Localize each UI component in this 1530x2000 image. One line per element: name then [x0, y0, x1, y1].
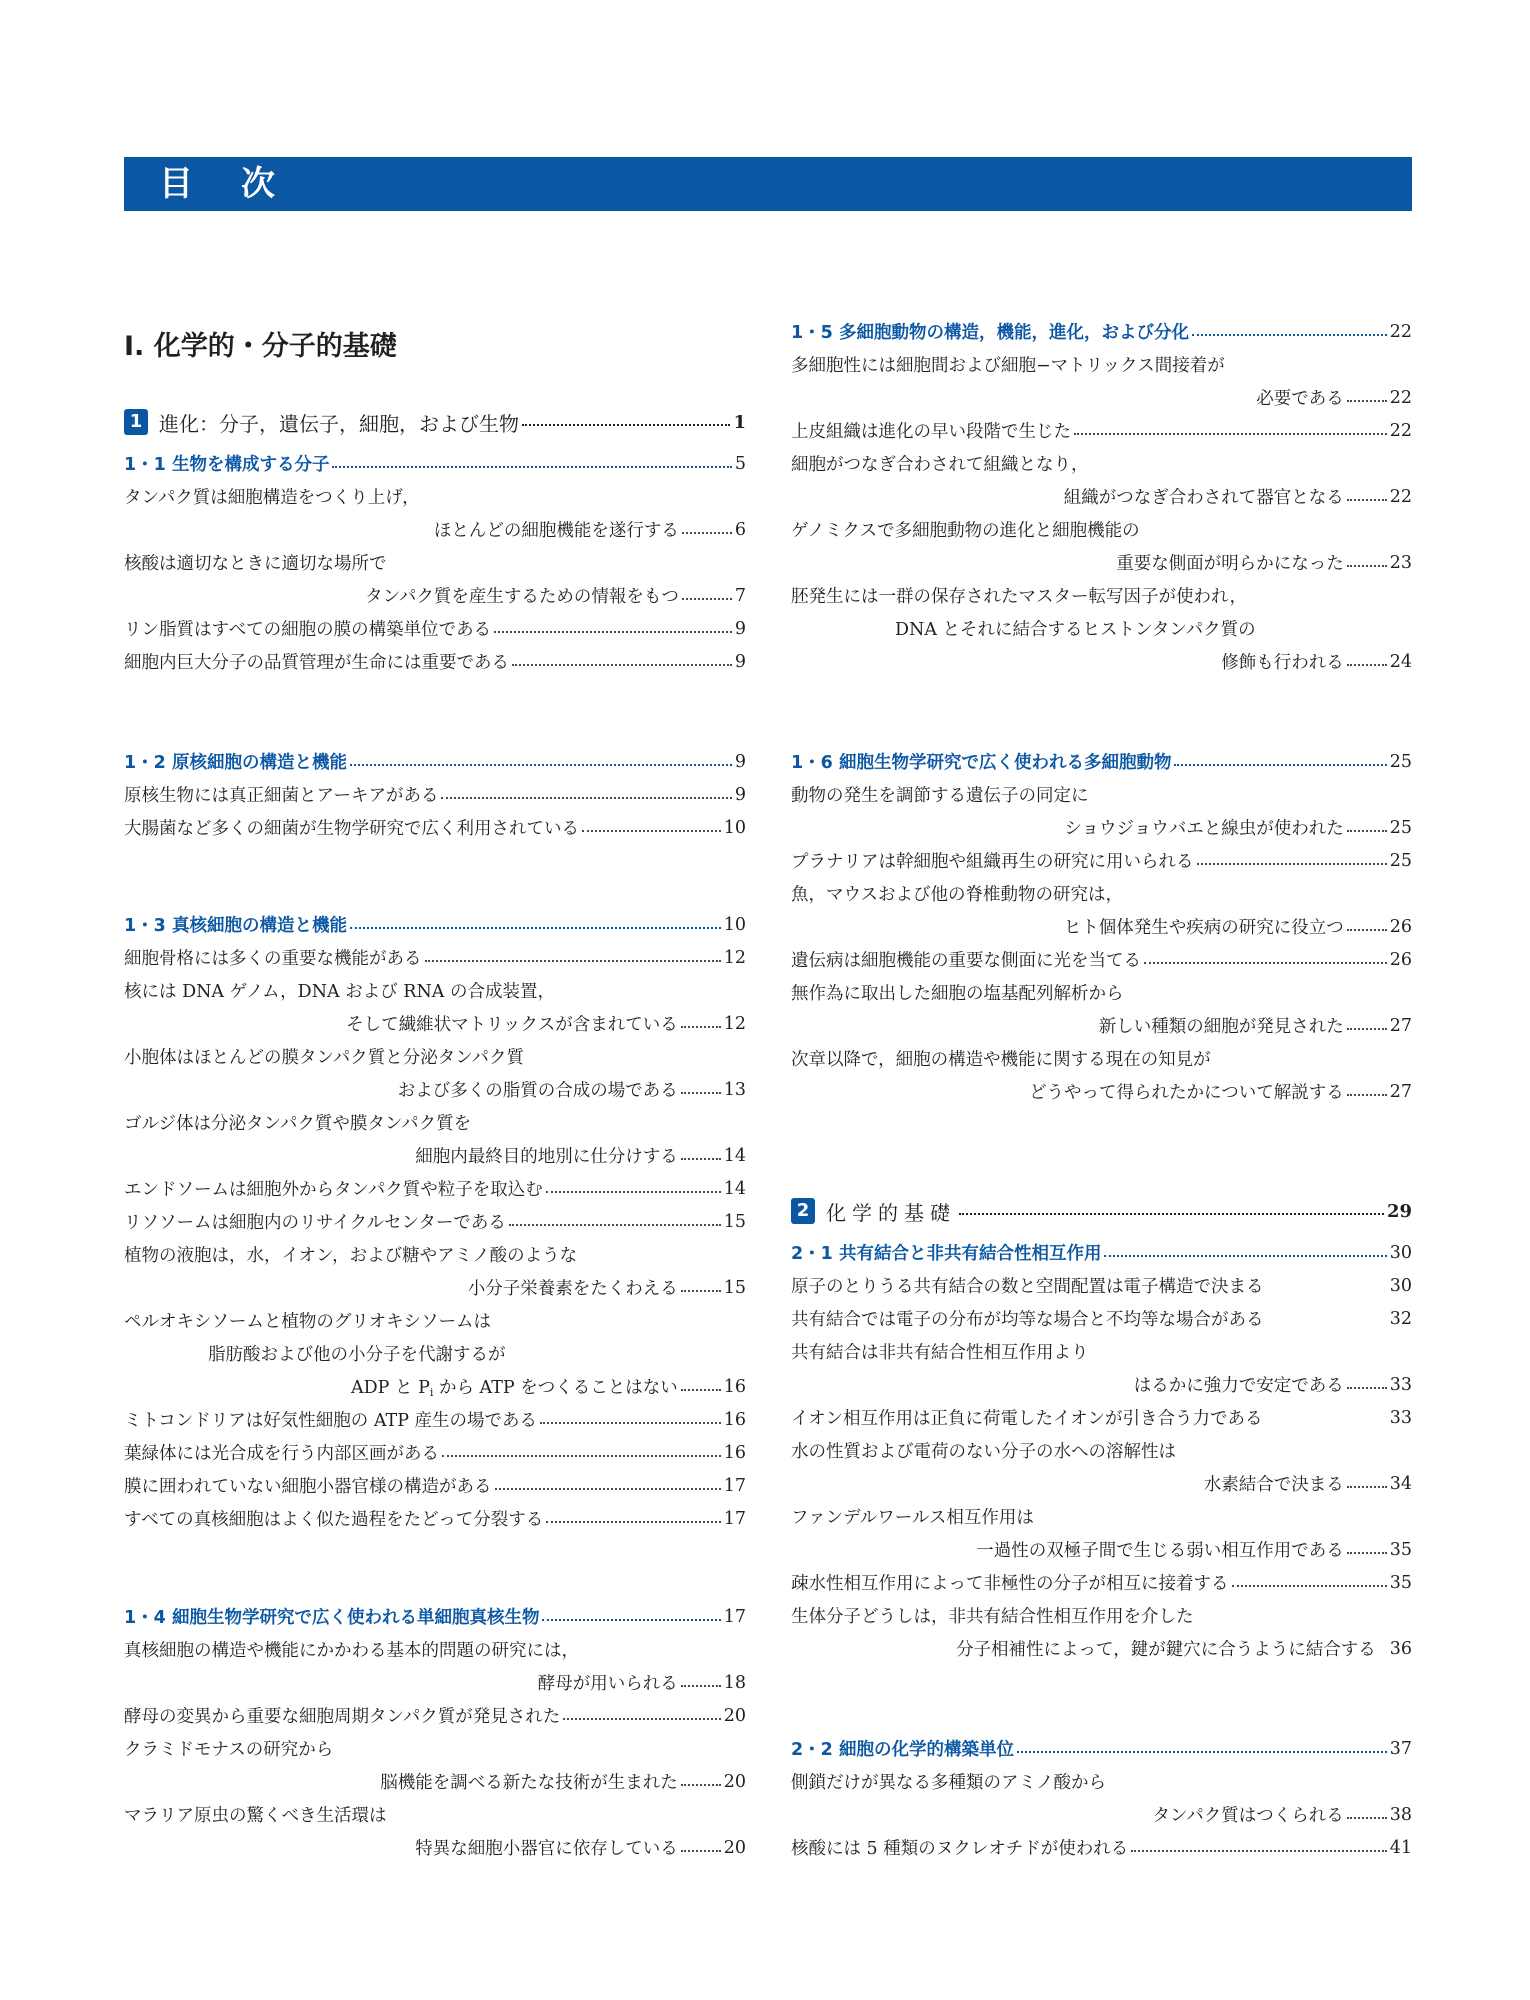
page-number: 25 [1389, 751, 1412, 772]
subscript: i [429, 1386, 434, 1399]
entry-text: 新しい種類の細胞が発見された [1098, 1017, 1344, 1037]
dot-leader [546, 1191, 721, 1193]
toc-entry-continued[interactable] [791, 381, 1412, 414]
toc-entry[interactable] [124, 1633, 746, 1666]
toc-entry-continued[interactable] [124, 1139, 746, 1172]
dot-leader [441, 797, 731, 799]
dot-leader [540, 1422, 721, 1424]
chapter-number-badge: 1 [124, 409, 148, 435]
entry-text: エンドソームは細胞外からタンパク質や粒子を取込む [124, 1180, 543, 1200]
toc-entry[interactable] [124, 974, 746, 1007]
toc-entry[interactable] [124, 1040, 746, 1073]
dot-leader [681, 1389, 721, 1391]
toc-entry[interactable] [791, 1434, 1412, 1467]
toc-entry[interactable] [791, 1500, 1412, 1533]
chapter-number-badge: 2 [791, 1198, 815, 1224]
entry-text: ゲノミクスで多細胞動物の進化と細胞機能の [791, 521, 1140, 541]
toc-entry[interactable] [791, 1765, 1412, 1798]
section-heading[interactable] [791, 315, 1412, 348]
page-number: 17 [723, 1606, 746, 1627]
entry-text: すべての真核細胞はよく似た過程をたどって分裂する [124, 1510, 544, 1530]
entry-text: 魚，マウスおよび他の脊椎動物の研究は， [791, 885, 1123, 905]
toc-entry[interactable] [124, 811, 746, 844]
toc-entry-continued[interactable] [791, 811, 1412, 844]
entry-text: 動物の発生を調節する遺伝子の同定に [791, 786, 1089, 806]
page-number: 7 [734, 585, 746, 606]
section-title: 1・5 多細胞動物の構造，機能，進化，および分化 [791, 323, 1189, 343]
page-number: 20 [723, 1771, 746, 1792]
page-number: 13 [723, 1079, 746, 1100]
page-number: 29 [1386, 1200, 1412, 1222]
toc-entry[interactable] [791, 778, 1412, 811]
entry-text: ミトコンドリアは好気性細胞の ATP 産生の場である [124, 1411, 538, 1431]
entry-text: 脳機能を調べる新たな技術が生まれた [380, 1773, 678, 1793]
entry-text: 脂肪酸および他の小分子を代謝するが [208, 1345, 506, 1365]
section-heading[interactable] [791, 1236, 1412, 1269]
page-number: 10 [723, 817, 746, 838]
entry-text: 修飾も行われる [1221, 653, 1344, 673]
dot-leader [1192, 334, 1387, 336]
toc-entry[interactable] [791, 844, 1412, 877]
page-number: 9 [734, 651, 746, 672]
dot-leader [512, 664, 732, 666]
entry-text: そして繊維状マトリックスが含まれている [346, 1015, 678, 1035]
toc-entry-continued[interactable] [124, 1666, 746, 1699]
toc-entry[interactable] [791, 943, 1412, 976]
toc-entry-continued[interactable] [124, 1073, 746, 1106]
entry-text: どうやって得られたかについて解説する [1029, 1083, 1344, 1103]
dot-leader [1131, 1850, 1386, 1852]
toc-entry-continued[interactable] [791, 645, 1412, 678]
entry-text: 小分子栄養素をたくわえる [467, 1279, 678, 1299]
page-number: 26 [1389, 916, 1412, 937]
toc-entry-continued[interactable] [791, 1368, 1412, 1401]
entry-text: タンパク質は細胞構造をつくり上げ， [124, 488, 420, 508]
dot-leader [1232, 1585, 1387, 1587]
toc-entry-continued[interactable] [124, 579, 746, 612]
page-number: 22 [1389, 486, 1412, 507]
entry-text: 遺伝病は細胞機能の重要な側面に光を当てる [791, 951, 1141, 971]
entry-text: ショウジョウバエと線虫が使われた [1064, 819, 1344, 839]
page-number: 27 [1389, 1081, 1412, 1102]
entry-text: DNA とそれに結合するヒストンタンパク質の [895, 620, 1256, 640]
toc-entry[interactable] [124, 1238, 746, 1271]
page-number: 33 [1389, 1374, 1412, 1395]
section-1-4 [124, 1600, 746, 1864]
dot-leader [681, 1158, 721, 1160]
dot-leader [1347, 929, 1387, 931]
dot-leader [681, 1026, 721, 1028]
section-heading[interactable] [124, 447, 746, 480]
toc-entry[interactable] [791, 1042, 1412, 1075]
chapter-2-entry[interactable] [791, 1195, 1412, 1227]
toc-entry[interactable] [791, 579, 1412, 612]
entry-text: 原子のとりうる共有結合の数と空間配置は電子構造で決まる [791, 1277, 1264, 1297]
entry-text: 小胞体はほとんどの膜タンパク質と分泌タンパク質 [124, 1048, 525, 1068]
entry-text: 膜に囲われていない細胞小器官様の構造がある [124, 1477, 492, 1497]
entry-text: 共有結合では電子の分布が均等な場合と不均等な場合がある [791, 1310, 1264, 1330]
page-number: 22 [1389, 387, 1412, 408]
dot-leader [1347, 400, 1387, 402]
section-1-6 [791, 745, 1412, 1108]
toc-entry-continued[interactable] [791, 480, 1412, 513]
toc-entry-continued[interactable] [124, 1337, 746, 1370]
dot-leader [495, 1488, 721, 1490]
chapter-title: 化学的基礎 [826, 1200, 956, 1225]
toc-entry-continued[interactable] [791, 1467, 1412, 1500]
section-1-1 [124, 447, 746, 678]
entry-text: ゴルジ体は分泌タンパク質や膜タンパク質を [124, 1114, 472, 1134]
section-1-2 [124, 745, 746, 844]
dot-leader [494, 631, 732, 633]
dot-leader [1347, 1817, 1387, 1819]
dot-leader [681, 1850, 721, 1852]
section-heading[interactable] [791, 745, 1412, 778]
dot-leader [425, 960, 721, 962]
page-number: 14 [723, 1178, 746, 1199]
toc-entry[interactable] [124, 1205, 746, 1238]
dot-leader [1347, 1552, 1387, 1554]
dot-leader [546, 1521, 720, 1523]
entry-text: 多細胞性には細胞間および細胞−マトリックス間接着が [791, 356, 1225, 376]
toc-entry[interactable] [791, 877, 1412, 910]
page-number: 22 [1389, 420, 1412, 441]
toc-entry[interactable] [124, 1732, 746, 1765]
page-number: 32 [1389, 1308, 1412, 1329]
page-number: 33 [1389, 1407, 1412, 1428]
dot-leader [1197, 863, 1387, 865]
toc-entry-continued[interactable] [791, 1798, 1412, 1831]
toc-entry[interactable] [124, 1304, 746, 1337]
toc-entry-continued[interactable] [791, 1632, 1412, 1665]
toc-entry-continued[interactable] [124, 1271, 746, 1304]
dot-leader [1104, 1255, 1386, 1257]
toc-entry[interactable] [791, 1302, 1412, 1335]
entry-text: 大腸菌など多くの細菌が生物学研究で広く利用されている [124, 819, 579, 839]
entry-text: 細胞内巨大分子の品質管理が生命には重要である [124, 653, 509, 673]
page-number: 35 [1389, 1572, 1412, 1593]
entry-text: マラリア原虫の驚くべき生活環は [124, 1806, 387, 1826]
page-number: 36 [1389, 1638, 1412, 1659]
entry-text: 一過性の双極子間で生じる弱い相互作用である [976, 1541, 1344, 1561]
dot-leader [1347, 664, 1387, 666]
entry-text: 水素結合で決まる [1203, 1475, 1344, 1495]
entry-text: 上皮組織は進化の早い段階で生じた [791, 422, 1071, 442]
page-number: 26 [1389, 949, 1412, 970]
entry-text: 生体分子どうしは，非共有結合性相互作用を介した [791, 1607, 1194, 1627]
page-number: 9 [734, 751, 746, 772]
entry-text-part: から ATP をつくることはない [433, 1378, 678, 1398]
toc-entry[interactable] [124, 645, 746, 678]
page-number: 6 [734, 519, 746, 540]
entry-text [351, 1374, 678, 1399]
toc-entry-continued[interactable] [791, 1075, 1412, 1108]
dot-leader [959, 1213, 1384, 1215]
toc-entry[interactable] [791, 1401, 1412, 1434]
toc-entry[interactable] [791, 348, 1412, 381]
page-number: 25 [1389, 850, 1412, 871]
toc-entry[interactable] [791, 1335, 1412, 1368]
section-title: 1・2 原核細胞の構造と機能 [124, 753, 347, 773]
entry-text: 細胞内最終目的地別に仕分けする [415, 1147, 678, 1167]
toc-entry[interactable] [124, 1106, 746, 1139]
toc-entry[interactable] [124, 480, 746, 513]
entry-text: プラナリアは幹細胞や組織再生の研究に用いられる [791, 852, 1194, 872]
toc-entry-continued[interactable] [791, 612, 1412, 645]
entry-text: 分子相補性によって，鍵が鍵穴に合うように結合する [956, 1640, 1376, 1660]
entry-text: 側鎖だけが異なる多種類のアミノ酸から [791, 1773, 1106, 1793]
section-title: 1・4 細胞生物学研究で広く使われる単細胞真核生物 [124, 1608, 540, 1628]
entry-text: 疎水性相互作用によって非極性の分子が相互に接着する [791, 1574, 1229, 1594]
section-1-5 [791, 315, 1412, 678]
toc-entry-continued[interactable] [124, 1765, 746, 1798]
section-title: 1・1 生物を構成する分子 [124, 455, 330, 475]
toc-entry-continued[interactable] [124, 1831, 746, 1864]
dot-leader [681, 1092, 721, 1094]
toc-entry[interactable] [124, 778, 746, 811]
section-2-2 [791, 1732, 1412, 1864]
entry-text: 原核生物には真正細菌とアーキアがある [124, 786, 439, 806]
entry-text: 水の性質および電荷のない分子の水への溶解性は [791, 1442, 1176, 1462]
entry-text: 無作為に取出した細胞の塩基配列解析から [791, 984, 1124, 1004]
entry-text: 酵母の変異から重要な細胞周期タンパク質が発見された [124, 1707, 561, 1727]
toc-title-banner [124, 157, 1412, 211]
entry-text: 次章以降で，細胞の構造や機能に関する現在の知見が [791, 1050, 1211, 1070]
dot-leader [542, 1619, 720, 1621]
entry-text: 酵母が用いられる [537, 1674, 678, 1694]
toc-entry[interactable] [791, 447, 1412, 480]
page-number: 15 [723, 1277, 746, 1298]
page-number: 35 [1389, 1539, 1412, 1560]
entry-text: 真核細胞の構造や機能にかかわる基本的問題の研究には， [124, 1641, 579, 1661]
toc-entry[interactable] [124, 1469, 746, 1502]
page-number: 16 [723, 1409, 746, 1430]
page-number: 38 [1389, 1804, 1412, 1825]
dot-leader [1347, 1387, 1387, 1389]
toc-entry[interactable] [791, 1599, 1412, 1632]
page-number: 14 [723, 1145, 746, 1166]
dot-leader [1347, 1486, 1387, 1488]
page-number: 16 [723, 1442, 746, 1463]
dot-leader [1347, 830, 1387, 832]
toc-entry[interactable] [124, 1798, 746, 1831]
dot-leader [682, 532, 732, 534]
page-number: 20 [723, 1837, 746, 1858]
entry-text: クラミドモナスの研究から [124, 1740, 334, 1760]
entry-text: ヒト個体発生や疾病の研究に役立つ [1063, 918, 1344, 938]
entry-text: 特異な細胞小器官に依存している [415, 1839, 678, 1859]
entry-text: ほとんどの細胞機能を遂行する [433, 521, 679, 541]
page-number: 27 [1389, 1015, 1412, 1036]
page-number: 5 [734, 453, 746, 474]
dot-leader [682, 598, 732, 600]
page-number: 1 [733, 411, 746, 433]
page-number: 16 [723, 1376, 746, 1397]
page-number: 9 [734, 618, 746, 639]
page-number: 30 [1389, 1275, 1412, 1296]
chapter-title: 進化：分子，遺伝子，細胞，および生物 [159, 411, 519, 436]
section-heading[interactable] [791, 1732, 1412, 1765]
page-number: 37 [1389, 1738, 1412, 1759]
page-number: 22 [1389, 321, 1412, 342]
page-number: 18 [723, 1672, 746, 1693]
toc-entry[interactable] [791, 414, 1412, 447]
entry-text: 胚発生には一群の保存されたマスター転写因子が使われ， [791, 587, 1248, 607]
toc-entry[interactable] [124, 1502, 746, 1535]
dot-leader [522, 424, 730, 426]
page-number: 25 [1389, 817, 1412, 838]
entry-text: ファンデルワールス相互作用は [791, 1508, 1034, 1528]
toc-entry[interactable] [791, 976, 1412, 1009]
toc-entry-continued[interactable] [791, 1009, 1412, 1042]
section-title: 1・6 細胞生物学研究で広く使われる多細胞動物 [791, 753, 1172, 773]
page-number: 17 [723, 1475, 746, 1496]
entry-text: および多くの脂質の合成の場である [397, 1081, 678, 1101]
entry-text: 重要な側面が明らかになった [1116, 554, 1344, 574]
entry-text: 植物の液胞は，水，イオン，および糖やアミノ酸のような [124, 1246, 578, 1266]
toc-entry[interactable] [124, 1699, 746, 1732]
dot-leader [350, 927, 721, 929]
entry-text: リン脂質はすべての細胞の膜の構築単位である [124, 620, 492, 640]
page-number: 10 [723, 914, 746, 935]
section-heading[interactable] [124, 745, 746, 778]
dot-leader [1347, 1094, 1387, 1096]
dot-leader [681, 1290, 721, 1292]
dot-leader [681, 1784, 721, 1786]
entry-text: 葉緑体には光合成を行う内部区画がある [124, 1444, 439, 1464]
dot-leader [1144, 962, 1387, 964]
entry-text: タンパク質を産生するための情報をもつ [365, 587, 679, 607]
toc-entry[interactable] [124, 1403, 746, 1436]
dot-leader [1074, 433, 1387, 435]
entry-text: はるかに強力で安定である [1133, 1376, 1344, 1396]
section-heading[interactable] [124, 908, 746, 941]
page-number: 9 [734, 784, 746, 805]
page-number: 20 [723, 1705, 746, 1726]
dot-leader [681, 1685, 721, 1687]
page-number: 23 [1389, 552, 1412, 573]
dot-leader [1347, 565, 1387, 567]
toc-entry[interactable] [791, 1269, 1412, 1302]
dot-leader [350, 764, 732, 766]
toc-entry-continued[interactable] [791, 910, 1412, 943]
toc-entry[interactable] [124, 941, 746, 974]
section-heading[interactable] [124, 1600, 746, 1633]
dot-leader [1347, 1028, 1387, 1030]
page-number: 34 [1389, 1473, 1412, 1494]
toc-entry[interactable] [791, 1831, 1412, 1864]
entry-text: ペルオキシソームと植物のグリオキシソームは [124, 1312, 491, 1332]
toc-entry[interactable] [124, 612, 746, 645]
dot-leader [1347, 499, 1387, 501]
dot-leader [442, 1455, 721, 1457]
toc-entry[interactable] [791, 513, 1412, 546]
entry-text: 細胞がつなぎ合わされて組織となり， [791, 455, 1089, 475]
toc-title: 目次 [159, 164, 323, 204]
section-title: 2・2 細胞の化学的構築単位 [791, 1740, 1014, 1760]
toc-entry-continued[interactable] [124, 513, 746, 546]
section-1-3 [124, 908, 746, 1535]
entry-text: 共有結合は非共有結合性相互作用より [791, 1343, 1089, 1363]
page-number: 12 [723, 1013, 746, 1034]
entry-text: 細胞骨格には多くの重要な機能がある [124, 949, 422, 969]
entry-text: 核酸には 5 種類のヌクレオチドが使われる [791, 1839, 1129, 1859]
dot-leader [509, 1224, 721, 1226]
dot-leader [1017, 1751, 1387, 1753]
toc-entry[interactable] [124, 1172, 746, 1205]
entry-text-part: ADP と P [351, 1378, 430, 1398]
section-2-1 [791, 1236, 1412, 1665]
section-title: 1・3 真核細胞の構造と機能 [124, 916, 347, 936]
page-number: 15 [723, 1211, 746, 1232]
entry-text: イオン相互作用は正負に荷電したイオンが引き合う力である [791, 1409, 1263, 1429]
entry-text: 核酸は適切なときに適切な場所で [124, 554, 387, 574]
toc-entry-continued[interactable] [124, 1370, 746, 1403]
entry-text: 核には DNA ゲノム，DNA および RNA の合成装置， [124, 982, 555, 1002]
entry-text: 必要である [1256, 389, 1344, 409]
entry-text: 組織がつなぎ合わされて器官となる [1063, 488, 1344, 508]
page-number: 17 [723, 1508, 746, 1529]
toc-entry-continued[interactable] [791, 1533, 1412, 1566]
dot-leader [582, 830, 721, 832]
section-title: 2・1 共有結合と非共有結合性相互作用 [791, 1244, 1102, 1264]
toc-entry[interactable] [124, 1436, 746, 1469]
dot-leader [332, 466, 731, 468]
toc-entry[interactable] [791, 1566, 1412, 1599]
toc-entry[interactable] [124, 546, 746, 579]
dot-leader [1174, 764, 1386, 766]
part-title: I. 化学的・分子的基礎 [124, 331, 397, 362]
page-number: 41 [1389, 1837, 1412, 1858]
toc-entry-continued[interactable] [124, 1007, 746, 1040]
page-number: 30 [1389, 1242, 1412, 1263]
page-number: 12 [723, 947, 746, 968]
page-number: 24 [1389, 651, 1412, 672]
chapter-1-entry[interactable] [124, 406, 746, 438]
entry-text: リソソームは細胞内のリサイクルセンターである [124, 1213, 506, 1233]
toc-entry-continued[interactable] [791, 546, 1412, 579]
dot-leader [563, 1718, 720, 1720]
entry-text: タンパク質はつくられる [1152, 1806, 1344, 1826]
